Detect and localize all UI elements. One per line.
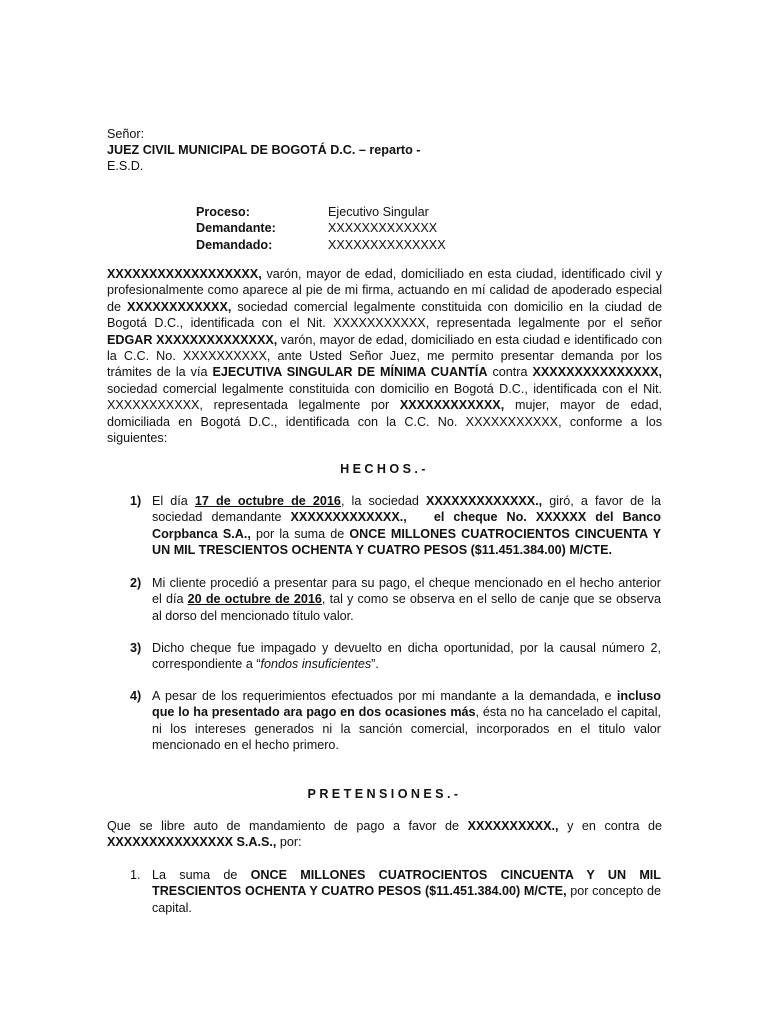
hecho-number: 2) xyxy=(130,576,142,590)
legal-representative: EDGAR XXXXXXXXXXXXXX, xyxy=(107,332,278,347)
rejection-reason: fondos insuficientes xyxy=(260,657,372,672)
hecho-text-span: El día xyxy=(152,494,195,508)
hecho-text-span: , ésta no ha cancelado el capital, ni los intereses generados ni la sanción comercial, incorporados en el titulo valor mencionado en el hecho primero. xyxy=(152,705,661,753)
demandado-value: XXXXXXXXXXXXXX xyxy=(328,238,446,252)
demandante-label: Demandante: xyxy=(196,221,276,235)
hecho-text-span: , la sociedad xyxy=(340,494,426,508)
pretensiones-text: por: xyxy=(276,835,302,850)
hecho-text-span: Mi cliente procedió a presentar para su pago, el cheque mencionado en el hecho anterior el día xyxy=(152,576,661,607)
process-type: EJECUTIVA SINGULAR DE MÍNIMA CUANTÍA xyxy=(212,365,488,380)
hecho-text-span: Dicho cheque fue impagado y devuelto en dicha oportunidad, por la causal número 2, correspondiente a “ xyxy=(152,641,661,672)
cheque-reference: el cheque No. XXXXXX del Banco Corpbanca S.A., xyxy=(152,510,661,541)
hecho-text xyxy=(152,640,661,673)
pretension-text-span: por concepto de capital. xyxy=(152,884,661,915)
demandado-label: Demandado: xyxy=(196,238,273,252)
amount-text: ONCE MILLONES CUATROCIENTOS CINCUENTA Y UN MIL TRESCIENTOS OCHENTA Y CUATRO PESOS ($11.451.384.00) M/CTE, xyxy=(152,868,661,899)
court-addressee: JUEZ CIVIL MUNICIPAL DE BOGOTÁ D.C. – reparto - xyxy=(107,143,421,157)
client-name: XXXXXXXXXXXXXXXXXX, xyxy=(107,267,262,281)
hecho-text-span xyxy=(407,510,434,524)
pretension-number: 1. xyxy=(130,868,141,882)
hecho-text xyxy=(152,688,661,754)
issuing-company: XXXXXXXXXXXXX., xyxy=(425,494,543,508)
hecho-text xyxy=(152,493,661,559)
proceso-label: Proceso: xyxy=(196,205,250,219)
intro-text: mujer, mayor de edad, domiciliada en Bogotá D.C., identificada con la C.C. No. XXXXXXXXXXX, conforme a los siguientes: xyxy=(107,398,662,446)
pretension-text-span: La suma de xyxy=(152,868,251,882)
emphasis-text: incluso que lo ha presentado ara pago en dos ocasiones más xyxy=(152,689,661,720)
demandante-value: XXXXXXXXXXXXX xyxy=(328,221,438,235)
intro-text: sociedad comercial legalmente constituida con domicilio en Bogotá D.C., identificada con el Nit. XXXXXXXXXXX, representada legalmente por xyxy=(107,381,662,413)
hecho-text-span: , tal y como se observa en el sello de canje que se observa al dorso del mencionado título valor. xyxy=(152,592,661,623)
pretensiones-text: Que se libre auto de mandamiento de pago a favor de xyxy=(107,819,468,833)
plaintiff-company: XXXXXXXXXXXX, xyxy=(127,299,232,314)
hecho-text xyxy=(152,575,661,624)
pretension-text xyxy=(152,867,661,916)
intro-paragraph xyxy=(107,266,662,446)
pretensiones-intro xyxy=(107,818,662,851)
hecho-number: 4) xyxy=(130,689,142,703)
pretensiones-text: y en contra de xyxy=(558,819,662,833)
proceso-value: Ejecutivo Singular xyxy=(328,205,429,219)
salutation: Señor: xyxy=(107,127,145,141)
intro-text: varón, mayor de edad, domiciliado en esta ciudad e identificado con la C.C. No. XXXXXXXXXX, ante Usted Señor Juez, me permito presentar demanda por los trámites de la vía xyxy=(107,332,663,380)
defendant-company: XXXXXXXXXXXXXXX S.A.S., xyxy=(107,835,277,850)
hecho-text-span: giró, a favor de la sociedad demandante xyxy=(152,494,661,525)
plaintiff-company: XXXXXXXXXX., xyxy=(467,819,559,833)
defendant-representative: XXXXXXXXXXXX, xyxy=(399,398,505,413)
esd-line: E.S.D. xyxy=(107,159,144,173)
hecho-number: 1) xyxy=(130,494,142,508)
intro-text: varón, mayor de edad, domiciliado en esta ciudad, identificado civil y profesionalmente como aparece al pie de mi firma, actuando en mí calidad de apoderado especial de xyxy=(107,267,662,314)
plaintiff-company: XXXXXXXXXXXXX., xyxy=(290,510,407,525)
pretensiones-heading: PRETENSIONES.- xyxy=(307,787,462,801)
hecho-text-span: A pesar de los requerimientos efectuados por mi mandante a la demandada, e xyxy=(152,689,617,703)
hechos-heading: HECHOS.- xyxy=(340,462,429,476)
amount-text: ONCE MILLONES CUATROCIENTOS CINCUENTA Y UN MIL TRESCIENTOS OCHENTA Y CUATRO PESOS ($11.451.384.00) M/CTE. xyxy=(152,526,661,558)
check-date: 17 de octubre de 2016 xyxy=(194,494,341,508)
intro-text: sociedad comercial legalmente constituida con domicilio en la ciudad de Bogotá D.C., identificada con el Nit. XXXXXXXXXXX, representada legalmente por el señor xyxy=(107,299,662,331)
hecho-number: 3) xyxy=(130,641,142,655)
hecho-text-span: ”. xyxy=(371,657,379,672)
presentation-date: 20 de octubre de 2016 xyxy=(187,592,322,607)
defendant-company: XXXXXXXXXXXXXXX, xyxy=(532,365,662,380)
hecho-text-span: por la suma de xyxy=(250,526,350,541)
intro-text: contra xyxy=(487,365,533,380)
